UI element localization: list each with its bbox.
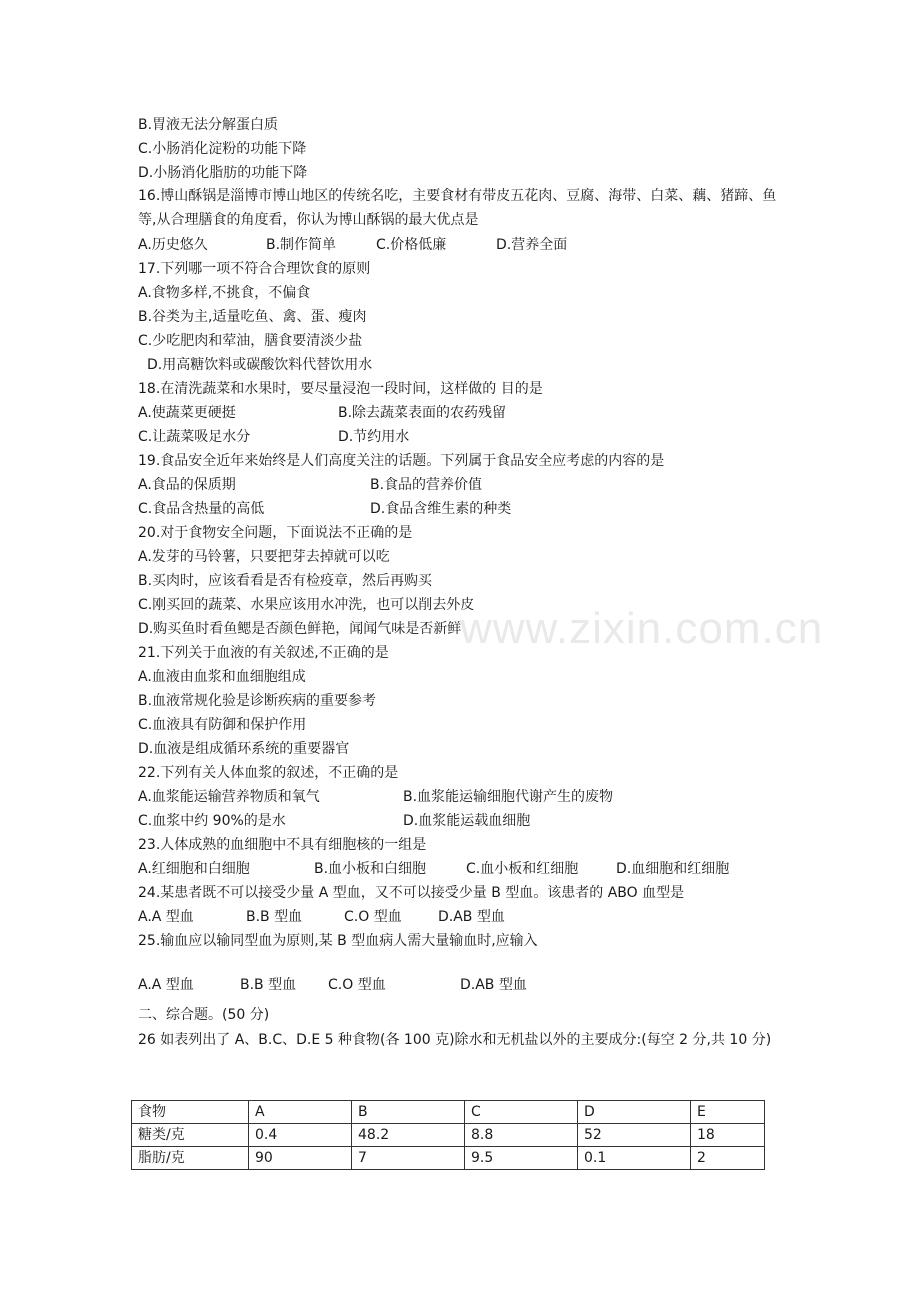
question-24: 24.某患者既不可以接受少量 A 型血，又不可以接受少量 B 型血。该患者的 ABO 血型是 <box>138 885 685 901</box>
q25-option-c: C.O 型血 <box>328 977 386 993</box>
table-header-row <box>132 1101 765 1124</box>
section-2-heading: 二、综合题。(50 分) <box>138 1007 270 1023</box>
q24-option-c: C.O 型血 <box>344 909 402 925</box>
q16-option-b: B.制作简单 <box>266 237 337 253</box>
table-header-cell: C <box>465 1101 578 1124</box>
question-20: 20.对于食物安全问题，下面说法不正确的是 <box>138 525 413 541</box>
table-cell: 0.4 <box>249 1124 352 1147</box>
q25-option-d: D.AB 型血 <box>460 977 527 993</box>
q25-option-b: B.B 型血 <box>240 977 297 993</box>
q19-option-a: A.食品的保质期 <box>138 477 236 493</box>
q19-option-c: C.食品含热量的高低 <box>138 501 265 517</box>
q20-option-a: A.发芽的马铃薯，只要把芽去掉就可以吃 <box>138 549 390 565</box>
q21-option-d: D.血液是组成循环系统的重要器官 <box>138 741 350 757</box>
q16-option-d: D.营养全面 <box>496 237 568 253</box>
q24-option-a: A.A 型血 <box>138 909 194 925</box>
q17-option-a: A.食物多样,不挑食，不偏食 <box>138 285 311 301</box>
table-header-cell: D <box>578 1101 691 1124</box>
q23-option-c: C.血小板和红细胞 <box>466 861 579 877</box>
question-18: 18.在清洗蔬菜和水果时，要尽量浸泡一段时间，这样做的 目的是 <box>138 381 543 397</box>
table-cell: 90 <box>249 1147 352 1170</box>
q15-option-d: D.小肠消化脂肪的功能下降 <box>138 165 308 181</box>
question-21: 21.下列关于血液的有关叙述,不正确的是 <box>138 645 389 661</box>
q19-option-b: B.食品的营养价值 <box>370 477 483 493</box>
question-19: 19.食品安全近年来始终是人们高度关注的话题。下列属于食品安全应考虑的内容的是 <box>138 453 665 469</box>
q21-option-a: A.血液由血浆和血细胞组成 <box>138 669 306 685</box>
question-23: 23.人体成熟的血细胞中不具有细胞核的一组是 <box>138 837 427 853</box>
table-cell: 2 <box>691 1147 765 1170</box>
table-header-cell: B <box>352 1101 465 1124</box>
watermark: www.zixin.com.cn <box>460 604 824 653</box>
q17-option-d: D.用高糖饮料或碳酸饮料代替饮用水 <box>147 357 373 373</box>
table-header-cell: E <box>691 1101 765 1124</box>
table-cell: 7 <box>352 1147 465 1170</box>
q17-option-c: C.少吃肥肉和荤油，膳食要清淡少盐 <box>138 333 363 349</box>
q18-option-c: C.让蔬菜吸足水分 <box>138 429 251 445</box>
table-cell: 脂肪/克 <box>132 1147 249 1170</box>
q22-option-c: C.血浆中约 90%的是水 <box>138 813 286 829</box>
q21-option-c: C.血液具有防御和保护作用 <box>138 717 307 733</box>
q18-option-d: D.节约用水 <box>338 429 410 445</box>
q15-option-c: C.小肠消化淀粉的功能下降 <box>138 141 307 157</box>
q15-option-b: B.胃液无法分解蛋白质 <box>138 117 279 133</box>
q19-option-d: D.食品含维生素的种类 <box>370 501 512 517</box>
table-cell: 8.8 <box>465 1124 578 1147</box>
q22-option-b: B.血浆能运输细胞代谢产生的废物 <box>403 789 614 805</box>
table-cell: 9.5 <box>465 1147 578 1170</box>
q18-option-b: B.除去蔬菜表面的农药残留 <box>338 405 507 421</box>
q20-option-d: D.购买鱼时看鱼鳃是否颜色鲜艳，闻闻气味是否新鲜 <box>138 621 462 637</box>
q23-option-d: D.血细胞和红细胞 <box>616 861 730 877</box>
q21-option-b: B.血液常规化验是诊断疾病的重要参考 <box>138 693 377 709</box>
q18-option-a: A.使蔬菜更硬挺 <box>138 405 236 421</box>
table-header-cell: 食物 <box>132 1101 249 1124</box>
q23-option-a: A.红细胞和白细胞 <box>138 861 250 877</box>
q23-option-b: B.血小板和白细胞 <box>314 861 427 877</box>
nutrition-table <box>131 1100 765 1170</box>
table-cell: 48.2 <box>352 1124 465 1147</box>
table-cell: 糖类/克 <box>132 1124 249 1147</box>
question-25: 25.输血应以输同型血为原则,某 B 型血病人需大量输血时,应输入 <box>138 933 538 949</box>
table-row <box>132 1124 765 1147</box>
q22-option-a: A.血浆能运输营养物质和氧气 <box>138 789 320 805</box>
question-26: 26 如表列出了 A、B.C、D.E 5 种食物(各 100 克)除水和无机盐以外的主要成分:(每空 2 分,共 10 分) <box>138 1032 772 1048</box>
q24-option-b: B.B 型血 <box>246 909 303 925</box>
table-cell: 18 <box>691 1124 765 1147</box>
q16-option-c: C.价格低廉 <box>376 237 447 253</box>
q17-option-b: B.谷类为主,适量吃鱼、禽、蛋、瘦肉 <box>138 309 367 325</box>
q16-option-a: A.历史悠久 <box>138 237 208 253</box>
table-header-cell: A <box>249 1101 352 1124</box>
q20-option-b: B.买肉时，应该看看是否有检疫章，然后再购买 <box>138 573 433 589</box>
question-22: 22.下列有关人体血浆的叙述，不正确的是 <box>138 765 399 781</box>
q20-option-c: C.刚买回的蔬菜、水果应该用水冲洗，也可以削去外皮 <box>138 597 475 613</box>
q25-option-a: A.A 型血 <box>138 977 194 993</box>
q24-option-d: D.AB 型血 <box>438 909 505 925</box>
question-17: 17.下列哪一项不符合合理饮食的原则 <box>138 261 371 277</box>
table-cell: 52 <box>578 1124 691 1147</box>
question-16: 16.博山酥锅是淄博市博山地区的传统名吃，主要食材有带皮五花肉、豆腐、海带、白菜、藕、猪蹄、鱼等,从合理膳食的角度看，你认为博山酥锅的最大优点是 <box>138 188 777 228</box>
table-cell: 0.1 <box>578 1147 691 1170</box>
table-row <box>132 1147 765 1170</box>
q22-option-d: D.血浆能运载血细胞 <box>403 813 531 829</box>
